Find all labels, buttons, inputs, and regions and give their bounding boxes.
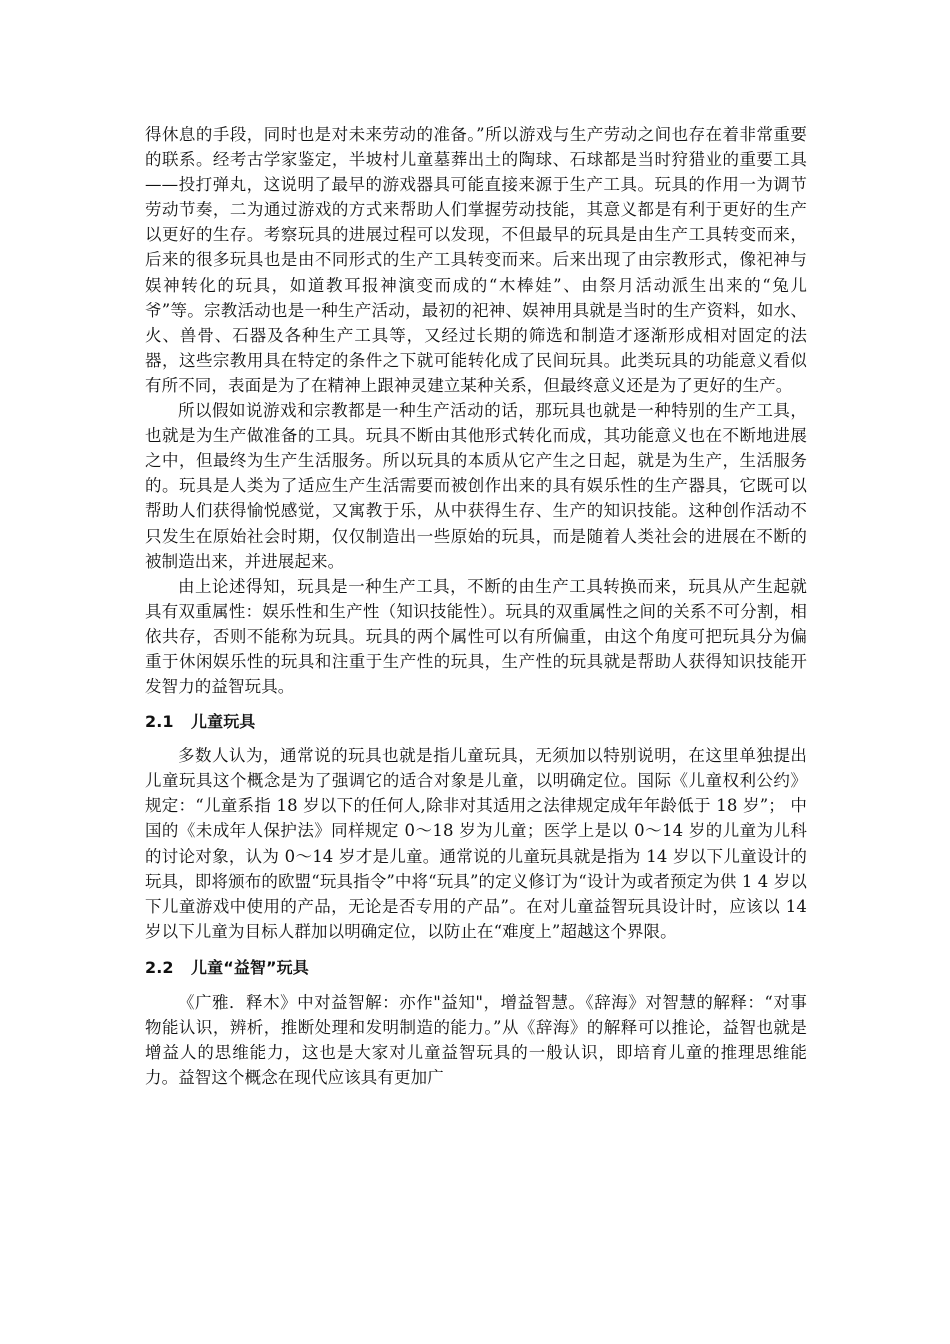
section-number: 2.1 [145, 712, 174, 732]
section-number: 2.2 [145, 957, 174, 977]
section-heading-2-2 [145, 955, 807, 980]
intro-paragraph-1: 得休息的手段，同时也是对未来劳动的准备。”所以游戏与生产劳动之间也存在着非常重要的联系。经考古学家鉴定，半坡村儿童墓葬出土的陶球、石球都是当时狩猎业的重要工具——投打弹丸，这说明了最早的游戏器具可能直接来源于生产工具。玩具的作用一为调节劳动节奏，二为通过游戏的方式来帮助人们掌握劳动技能，其意义都是有利于更好的生产以更好的生存。考察玩具的进展过程可以发现，不但最早的玩具是由生产工具转变而来，后来的很多玩具也是由不同形式的生产工具转变而来。后来出现了由宗教形式，像祀神与娱神转化的玩具，如道教耳报神演变而成的“木棒娃”、由祭月活动派生出来的“兔儿爷”等。宗教活动也是一种生产活动，最初的祀神、娱神用具就是当时的生产资料，如水、火、兽骨、石器及各种生产工具等，又经过长期的筛选和制造才逐渐形成相对固定的法器，这些宗教用具在特定的条件之下就可能转化成了民间玩具。此类玩具的功能意义看似有所不同，表面是为了在精神上跟神灵建立某种关系，但最终意义还是为了更好的生产。 [145, 125, 807, 395]
intro-paragraph-3: 由上论述得知，玩具是一种生产工具，不断的由生产工具转换而来，玩具从产生起就具有双重属性：娱乐性和生产性（知识技能性）。玩具的双重属性之间的关系不可分割，相依共存，否则不能称为玩具。玩具的两个属性可以有所偏重，由这个角度可把玩具分为偏重于休闲娱乐性的玩具和注重于生产性的玩具，生产性的玩具就是帮助人获得知识技能开发智力的益智玩具。 [145, 576, 807, 697]
section-title: 儿童“益智”玩具 [191, 957, 309, 977]
section-2-1-paragraph: 多数人认为，通常说的玩具也就是指儿童玩具，无须加以特别说明，在这里单独提出儿童玩具这个概念是为了强调它的适合对象是儿童，以明确定位。国际《儿童权利公约》规定：“儿童系指 18 岁以下的任何人,除非对其适用之法律规定成年年龄低于 18 岁”； 中国的《未成年人保护法》同样规定 0～18 岁为儿童；医学上是以 0～14 岁的儿童为儿科的讨论对象，认为 0～14 岁才是儿童。通常说的儿童玩具就是指为 14 岁以下儿童设计的玩具，即将颁布的欧盟“玩具指令”中将“玩具”的定义修订为“设计为或者预定为供 1 4 岁以下儿童游戏中使用的产品，无论是否专用的产品”。在对儿童益智玩具设计时，应该以 14 岁以下儿童为目标人群加以明确定位，以防止在“难度上”超越这个界限。 [145, 746, 807, 941]
document-page [145, 122, 807, 1090]
intro-paragraph-2: 所以假如说游戏和宗教都是一种生产活动的话，那玩具也就是一种特别的生产工具，也就是为生产做准备的工具。玩具不断由其他形式转化而成，其功能意义也在不断地进展之中，但最终为生产生活服务。所以玩具的本质从它产生之日起，就是为生产，生活服务的。玩具是人类为了适应生产生活需要而被创作出来的具有娱乐性的生产器具，它既可以帮助人们获得愉悦感觉，又寓教于乐，从中获得生存、生产的知识技能。这种创作活动不只发生在原始社会时期，仅仅制造出一些原始的玩具，而是随着人类社会的进展在不断的被制造出来，并进展起来。 [145, 401, 807, 571]
section-2-2-paragraph: 《广雅．释木》中对益智解：亦作"益知"，增益智慧。《辞海》对智慧的解释：“对事物能认识，辨析，推断处理和发明制造的能力。”从《辞海》的解释可以推论，益智也就是增益人的思维能力，这也是大家对儿童益智玩具的一般认识，即培育儿童的推理思维能力。益智这个概念在现代应该具有更加广 [145, 992, 807, 1088]
section-heading-2-1 [145, 709, 807, 734]
section-title: 儿童玩具 [191, 712, 256, 732]
